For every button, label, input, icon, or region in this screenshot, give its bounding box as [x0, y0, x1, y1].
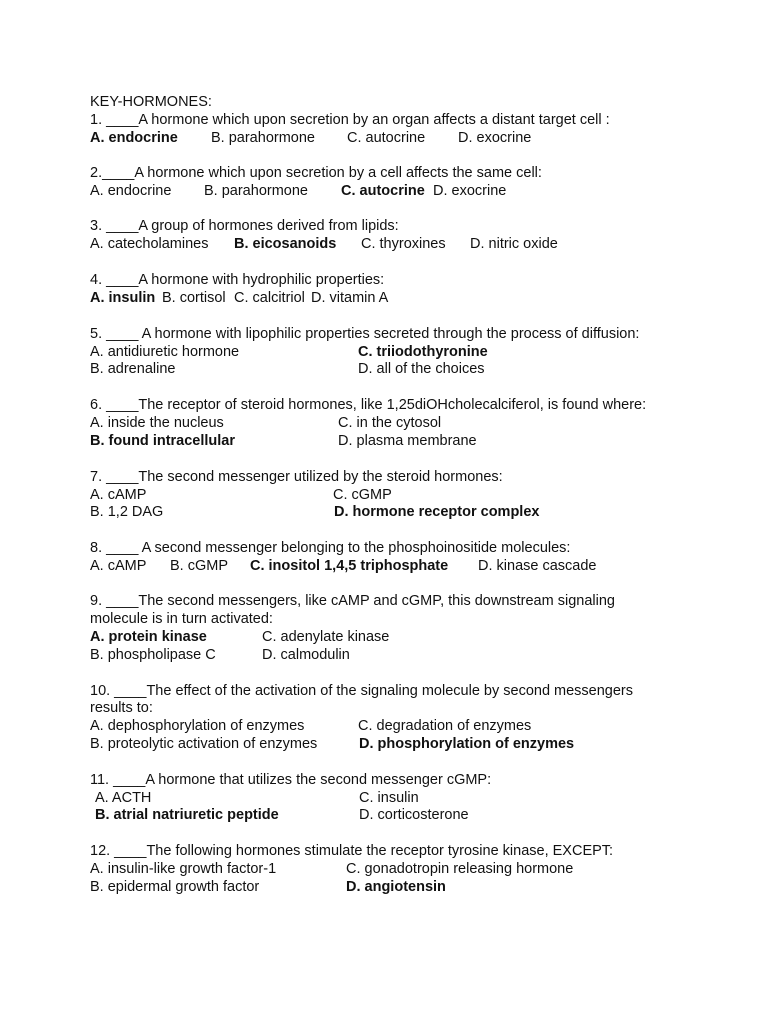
question-2-stem: 2.____A hormone which upon secretion by a cell affects the same cell: — [90, 165, 542, 181]
question-12-options-row-1 — [90, 860, 574, 878]
q8-option-b: B. cGMP — [170, 558, 229, 574]
q9-option-c: C. adenylate kinase — [262, 629, 390, 645]
q8-option-c: C. inositol 1,4,5 triphosphate — [250, 558, 449, 574]
question-4-stem: 4. ____A hormone with hydrophilic properties: — [90, 272, 385, 288]
q5-option-c: C. triiodothyronine — [358, 344, 488, 360]
q11-option-d: D. corticosterone — [359, 807, 469, 823]
q7-option-b: B. 1,2 DAG — [90, 504, 164, 520]
question-7-stem: 7. ____The second messenger utilized by the steroid hormones: — [90, 469, 503, 485]
question-11-options-row-2 — [95, 806, 469, 824]
q6-option-b: B. found intracellular — [90, 433, 236, 449]
question-5-options-row-1 — [90, 343, 488, 361]
q10-option-a: A. dephosphorylation of enzymes — [90, 718, 305, 734]
q7-option-a: A. cAMP — [90, 487, 147, 503]
q12-option-d: D. angiotensin — [346, 879, 446, 895]
question-7-options-row-1 — [90, 486, 392, 504]
question-8-options — [90, 557, 597, 575]
q7-option-c: C. cGMP — [333, 487, 392, 503]
q9-option-d: D. calmodulin — [262, 647, 350, 663]
q5-option-a: A. antidiuretic hormone — [90, 344, 240, 360]
q6-option-d: D. plasma membrane — [338, 433, 477, 449]
q10-option-c: C. degradation of enzymes — [358, 718, 532, 734]
q6-option-c: C. in the cytosol — [338, 415, 442, 431]
question-12-stem: 12. ____The following hormones stimulate the receptor tyrosine kinase, EXCEPT: — [90, 843, 614, 859]
q1-option-d: D. exocrine — [458, 130, 532, 146]
q12-option-b: B. epidermal growth factor — [90, 879, 260, 895]
question-10-stem-continued: results to: — [90, 700, 153, 716]
question-11-options-row-1 — [95, 789, 419, 807]
q2-option-d: D. exocrine — [433, 183, 507, 199]
question-6-options-row-2 — [90, 432, 477, 450]
question-5-options-row-2 — [90, 360, 485, 378]
question-2-options — [90, 182, 507, 200]
q12-option-c: C. gonadotropin releasing hormone — [346, 861, 574, 877]
q11-option-c: C. insulin — [359, 790, 419, 806]
question-4-options — [90, 289, 389, 307]
q1-option-b: B. parahormone — [211, 130, 315, 146]
q10-option-d: D. phosphorylation of enzymes — [359, 736, 575, 752]
question-9-stem-continued: molecule is in turn activated: — [90, 611, 273, 627]
q7-option-d: D. hormone receptor complex — [334, 504, 540, 520]
question-9-options-row-1 — [90, 628, 390, 646]
question-9-stem: 9. ____The second messengers, like cAMP and cGMP, this downstream signaling — [90, 593, 615, 609]
question-3-options — [90, 235, 558, 253]
q3-option-d: D. nitric oxide — [470, 236, 558, 252]
q2-option-b: B. parahormone — [204, 183, 308, 199]
q4-option-a: A. insulin — [90, 290, 156, 306]
q2-option-c: C. autocrine — [341, 183, 425, 199]
q4-option-b: B. cortisol — [162, 290, 226, 306]
q1-option-c: C. autocrine — [347, 130, 426, 146]
question-10-stem: 10. ____The effect of the activation of the signaling molecule by second messengers — [90, 683, 634, 699]
question-8-stem: 8. ____ A second messenger belonging to the phosphoinositide molecules: — [90, 540, 571, 556]
question-11-stem: 11. ____A hormone that utilizes the second messenger cGMP: — [90, 772, 492, 788]
q8-option-a: A. cAMP — [90, 558, 147, 574]
q4-option-d: D. vitamin A — [311, 290, 389, 306]
q3-option-b: B. eicosanoids — [234, 236, 337, 252]
q4-option-c: C. calcitriol — [234, 290, 305, 306]
document-title: KEY-HORMONES: — [90, 94, 212, 110]
q5-option-b: B. adrenaline — [90, 361, 176, 377]
question-6-stem: 6. ____The receptor of steroid hormones, like 1,25diOHcholecalciferol, is found where: — [90, 397, 647, 413]
q6-option-a: A. inside the nucleus — [90, 415, 224, 431]
question-5-stem: 5. ____ A hormone with lipophilic properties secreted through the process of diffusion: — [90, 326, 640, 342]
question-12-options-row-2 — [90, 878, 446, 896]
q9-option-a: A. protein kinase — [90, 629, 207, 645]
q9-option-b: B. phospholipase C — [90, 647, 216, 663]
q11-option-b: B. atrial natriuretic peptide — [95, 807, 279, 823]
question-10-options-row-2 — [90, 735, 575, 753]
q5-option-d: D. all of the choices — [358, 361, 485, 377]
q1-option-a: A. endocrine — [90, 130, 178, 146]
q3-option-c: C. thyroxines — [361, 236, 446, 252]
q10-option-b: B. proteolytic activation of enzymes — [90, 736, 318, 752]
question-9-options-row-2 — [90, 646, 350, 664]
q2-option-a: A. endocrine — [90, 183, 172, 199]
question-3-stem: 3. ____A group of hormones derived from lipids: — [90, 218, 399, 234]
question-10-options-row-1 — [90, 717, 532, 735]
question-7-options-row-2 — [90, 503, 540, 521]
question-1-options — [90, 129, 532, 147]
q11-option-a: A. ACTH — [95, 790, 152, 806]
q8-option-d: D. kinase cascade — [478, 558, 597, 574]
q3-option-a: A. catecholamines — [90, 236, 209, 252]
question-1-stem: 1. ____A hormone which upon secretion by an organ affects a distant target cell : — [90, 112, 610, 128]
question-6-options-row-1 — [90, 414, 442, 432]
q12-option-a: A. insulin-like growth factor-1 — [90, 861, 277, 877]
